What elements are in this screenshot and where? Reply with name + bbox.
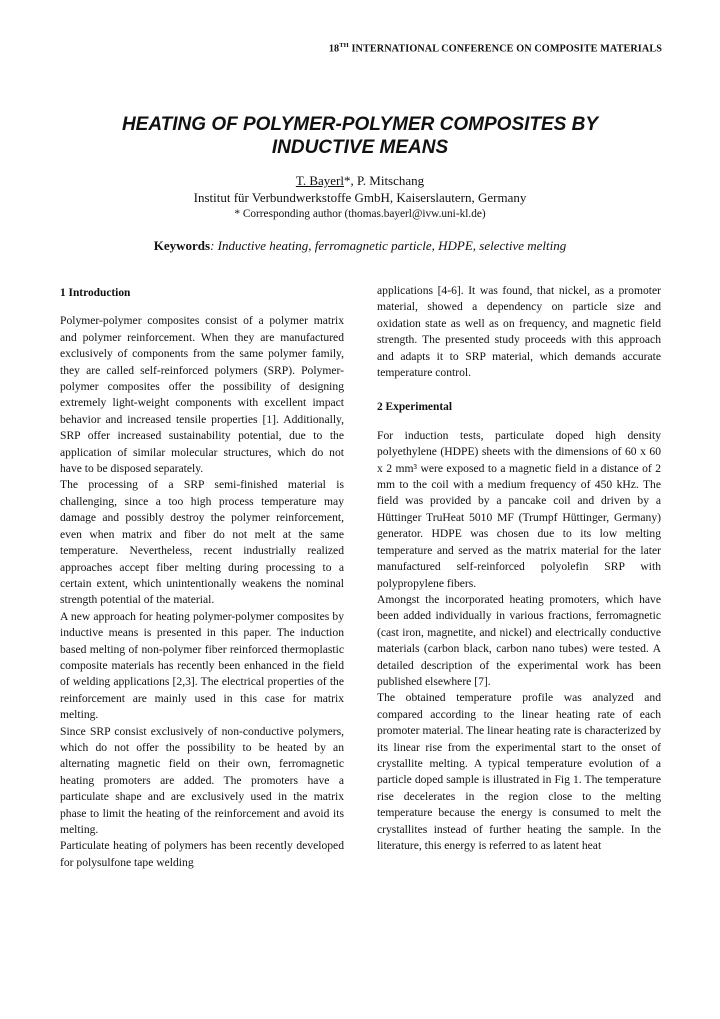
paragraph: Particulate heating of polymers has been recently developed for polysulfone tape welding [60, 839, 344, 869]
keywords-colon: : [210, 238, 215, 253]
header-rest: INTERNATIONAL CONFERENCE ON COMPOSITE MATERIALS [348, 43, 662, 55]
paragraph: The obtained temperature profile was analyzed and compared according to the linear heating rate of each promoter material. The linear heating rate is characterized by its linear rise from the experimental start to the onset of crystallite melting. A typical temperature evolution of a particle doped sample is illustrated in Fig 1. The temperature rise decelerates in the region close to the melting temperature because the energy is consumed to melt the crystallites instead of further heating the sample. In the literature, this energy is referred to as latent heat [377, 691, 661, 852]
section-heading-introduction: 1 Introduction [60, 287, 131, 299]
title-line-1: HEATING OF POLYMER-POLYMER COMPOSITES BY [121, 114, 599, 135]
keywords [0, 238, 720, 254]
section-heading-experimental: 2 Experimental [377, 401, 452, 414]
left-column [60, 283, 344, 871]
paragraph: For induction tests, particulate doped high density polyethylene (HDPE) sheets with the dimensions of 60 x 60 x 2 mm³ were exposed to a magnetic field in a distance of 2 mm to the coil with a medium frequency of 450 kHz. The field was provided by a pancake coil and driven by a Hüttinger TruHeat 5010 MF (Trumpf Hüttinger, Germany) generator. HDPE was chosen due to its low melting temperature and served as the matrix material for the later manufactured self-reinforced polyolefin SRP with polypropylene fibers. [377, 428, 661, 590]
coauthors: *, P. Mitschang [343, 173, 425, 188]
header-prefix: 18 [328, 43, 340, 55]
corresponding-author-note: * Corresponding author (thomas.bayerl@ivw.uni-kl.de) [234, 208, 486, 220]
paragraph: Amongst the incorporated heating promoters, which have been added individually in various fractions, ferromagnetic (cast iron, magnetite, and nickel) and electrically conductive materials (carbon black, carbon nano tubes) were tested. A detailed description of the experimental work has been published elsewhere [7]. [377, 592, 661, 688]
authors [0, 173, 720, 189]
title-line-2: INDUCTIVE MEANS [271, 137, 449, 158]
affiliation: Institut für Verbundwerkstoffe GmbH, Kaiserslautern, Germany [193, 190, 527, 205]
paragraph: Since SRP consist exclusively of non-conductive polymers, which do not offer the possibility to be heated by an alternating magnetic field on their own, ferromagnetic heating promoters are added. The promoters have a particulate shape and are exclusively used in the matrix phase to limit the heating of the reinforcement and avoid its melting. [60, 724, 344, 836]
keywords-text: Inductive heating, ferromagnetic particle, HDPE, selective melting [214, 238, 567, 253]
conference-header [0, 42, 720, 54]
paragraph: A new approach for heating polymer-polymer composites by inductive means is presented in this paper. The induction based melting of non-polymer fiber reinforced thermoplastic composite materials has recently been enhanced in the field of welding applications [2,3]. The electrical properties of the reinforcement are mainly used in this case for matrix melting. [60, 609, 344, 722]
keywords-label: Keywords [153, 238, 211, 253]
paragraph: The processing of a SRP semi-finished material is challenging, since a too high process temperature may damage and possibly destroy the polymer reinforcement, even when matrix and fiber do not melt at the same temperature. Nevertheless, recent industrially realized approaches accept fiber melting during processing to a certain extent, which unintentionally weakens the nominal strength potential of the material. [60, 478, 344, 607]
paragraph: Polymer-polymer composites consist of a polymer matrix and polymer reinforcement. When they are manufactured exclusively of components from the same polymer family, they are called self-reinforced polymers (SRP). Polymer-polymer composites offer the possibility of designing extremely light-weight components with excellent impact behavior and increased tensile properties [1]. Additionally, SRP offer increased sustainability potential, due to the application of similar molecular structures, which do not have to be disposed separately. [60, 314, 344, 476]
right-column [377, 283, 661, 854]
paper-title [0, 113, 720, 159]
corresponding-author-name: T. Bayerl [295, 173, 344, 188]
header-superscript: TH [339, 42, 349, 49]
paragraph: applications [4-6]. It was found, that nickel, as a promoter material, showed a dependency on particle size and oxidation state as well as on frequency, and magnetic field strength. The presented study proceeds with this approach and adapts it to SRP material, which demands accurate temperature control. [377, 284, 661, 380]
